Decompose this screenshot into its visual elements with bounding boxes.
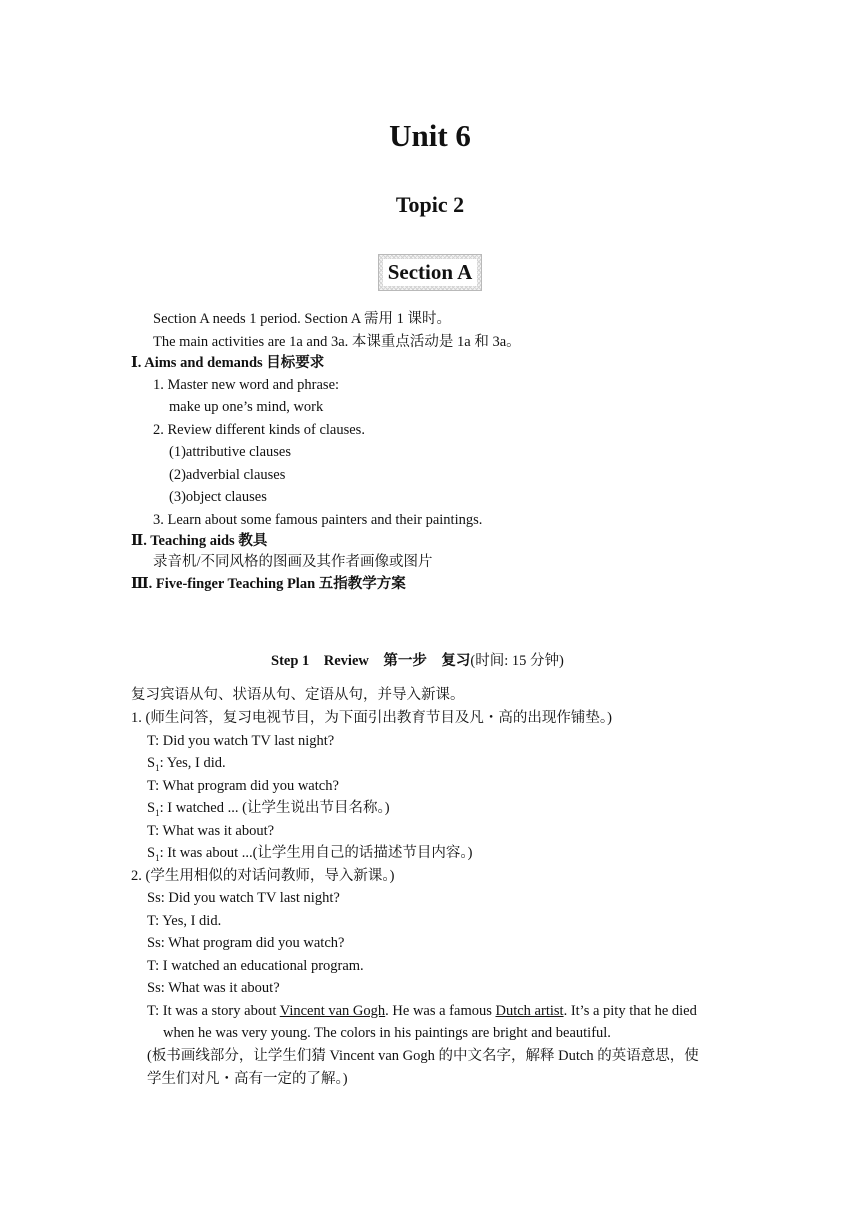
dialog-text: . It’s a pity that he died <box>563 1003 697 1019</box>
dialog-text: . He was a famous <box>385 1003 496 1019</box>
dialog-line: T: What was it about? <box>147 823 275 839</box>
aims-item-1: 1. Master new word and phrase: <box>153 377 340 393</box>
step1-intro: 复习宾语从句、状语从句、定语从句，并导入新课。 <box>131 687 465 703</box>
dialog-line: T: What program did you watch? <box>147 778 339 794</box>
aims-item-1-sub: make up one’s mind, work <box>169 399 324 415</box>
dialog-line: $S_1$: It was about ...(让学生用自己的话描述节目内容。) <box>147 845 473 863</box>
step1-heading <box>271 651 564 671</box>
dialog-line: T: I watched an educational program. <box>147 958 364 974</box>
dialog-line: T: Yes, I did. <box>147 913 222 929</box>
underlined-phrase: Dutch artist <box>495 1003 564 1019</box>
intro-period: Section A needs 1 period. Section A 需用 1 课时。 <box>153 311 452 327</box>
speaker-label: S <box>147 800 156 816</box>
dialog-line: Ss: What program did you watch? <box>147 935 345 951</box>
speaker-label: S <box>147 845 156 861</box>
dialog-line <box>147 1001 697 1021</box>
plan-heading: Ⅲ. Five-finger Teaching Plan 五指教学方案 <box>131 576 406 592</box>
dialog-line: $S_1$: I watched ... (让学生说出节目名称。) <box>147 800 390 818</box>
aims-heading: Ⅰ. Aims and demands 目标要求 <box>131 355 325 371</box>
step1-heading-label: Step 1 Review 第一步 复习 <box>271 653 471 669</box>
underlined-name: Vincent van Gogh <box>279 1003 386 1019</box>
step1-part-2: 2. (学生用相似的对话问教师，导入新课。) <box>131 868 395 884</box>
speaker-subscript: 1 <box>155 807 160 818</box>
speaker-subscript: 1 <box>155 852 160 863</box>
aids-text: 录音机/不同风格的图画及其作者画像或图片 <box>153 554 433 570</box>
teacher-note: (板书画线部分，让学生们猜 Vincent van Gogh 的中文名字，解释 Dutch 的英语意思，使 <box>147 1048 699 1064</box>
dialog-line: Ss: What was it about? <box>147 980 280 996</box>
section-title-box <box>378 254 482 291</box>
unit-title: Unit 6 <box>389 118 471 153</box>
topic-title: Topic 2 <box>395 192 465 217</box>
dialog-line: $S_1$: Yes, I did. <box>147 755 226 773</box>
intro-activities: The main activities are 1a and 3a. 本课重点活动是 1a 和 3a。 <box>153 334 521 350</box>
step1-heading-time: (时间: 15 分钟) <box>470 653 564 669</box>
speaker-label: S <box>147 755 156 771</box>
dialog-text: It was about ...(让学生用自己的话描述节目内容。) <box>167 845 473 861</box>
aims-item-2-a: (1)attributive clauses <box>169 444 291 460</box>
speaker-subscript: 1 <box>155 762 160 773</box>
dialog-text: Yes, I did. <box>166 755 226 771</box>
section-title: Section A <box>383 259 477 286</box>
aims-item-2: 2. Review different kinds of clauses. <box>153 422 365 438</box>
dialog-text: I watched ... (让学生说出节目名称。) <box>167 800 390 816</box>
dialog-line: T: Did you watch TV last night? <box>147 733 335 749</box>
aids-heading: Ⅱ. Teaching aids 教具 <box>131 533 268 549</box>
dialog-line-continued: when he was very young. The colors in his paintings are bright and beautiful. <box>163 1025 611 1041</box>
dialog-line: Ss: Did you watch TV last night? <box>147 890 340 906</box>
step1-part-1: 1. (师生问答，复习电视节目，为下面引出教育节目及凡・高的出现作铺垫。) <box>131 710 612 726</box>
teacher-note: 学生们对凡・高有一定的了解。) <box>147 1071 348 1087</box>
aims-item-3: 3. Learn about some famous painters and their paintings. <box>153 512 483 528</box>
aims-item-2-c: (3)object clauses <box>169 489 267 505</box>
dialog-text: T: It was a story about <box>147 1003 280 1019</box>
aims-item-2-b: (2)adverbial clauses <box>169 467 286 483</box>
